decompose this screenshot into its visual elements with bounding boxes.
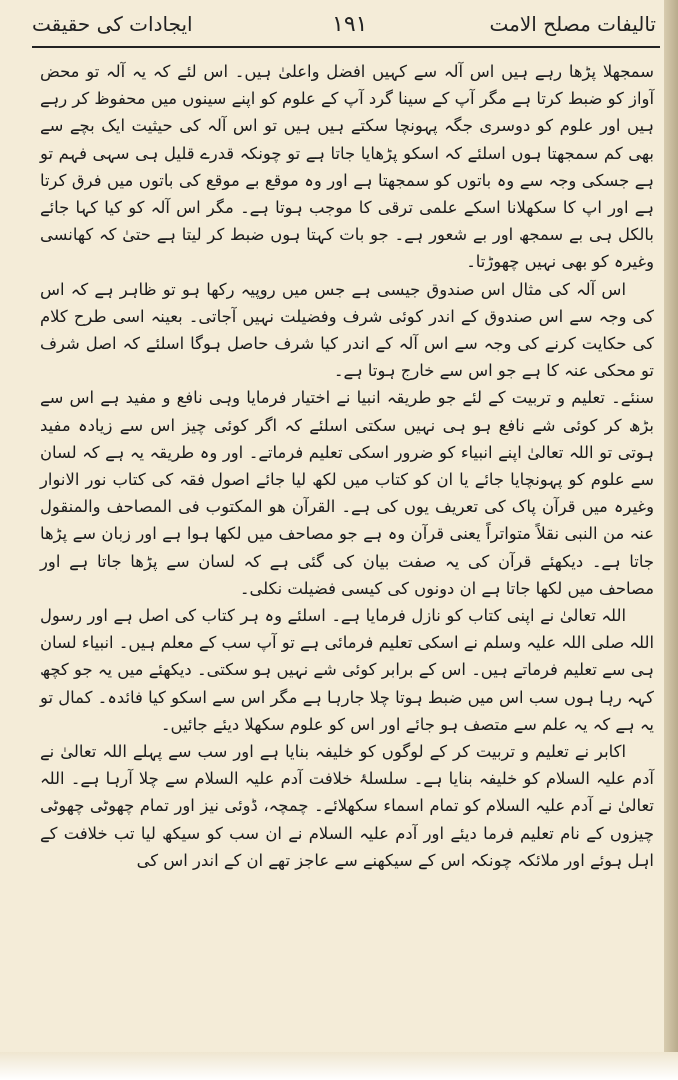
header-divider xyxy=(32,46,660,48)
paragraph: سمجھلا پڑھا رہے ہیں اس آلہ سے کہیں افضل واعلیٰ ہیں۔ اس لئے کہ یہ آلہ تو محض آواز کو ضبط کرتا ہے مگر آپ کے سینا گرد آپ کے علوم کو اپنے سینوں میں محفوظ کر رہے ہیں اور علوم کو دوسری جگہ پہونچا سکتے ہیں ہیں تو اس آلہ کی حیثیت ایک بچے سے بھی کم سمجھتا ہوں اسلئے کہ اسکو پڑھایا جاتا ہے تو چونکہ قدرے قلیل ہی سہی فہم تو ہے جسکی وجہ سے وہ باتوں کو سمجھتا ہے اور وہ موقع بے موقع کی باتوں میں فرق کرتا ہے اور اپ کا سکھلانا اسکے علمی ترقی کا موجب ہوتا ہے۔ مگر اس آلہ کو کیا کہا جائے بالکل ہی بے سمجھ اور بے شعور ہے۔ جو بات کہتا ہوں ضبط کر لیتا ہے حتیٰ کہ کھانسی وغیرہ کو بھی نہیں چھوڑتا۔ xyxy=(40,62,654,272)
page-header xyxy=(32,6,664,46)
chapter-title: ایجادات کی حقیقت xyxy=(32,12,193,36)
paragraph: اللہ تعالیٰ نے اپنی کتاب کو نازل فرمایا ہے۔ اسلئے وہ ہر کتاب کی اصل ہے اور رسول اللہ صلی اللہ علیہ وسلم نے اسکی تعلیم فرمائی ہے تو آپ سب کے معلم ہیں۔ انبیاء لسان ہی سے تعلیم فرماتے ہیں۔ اس کے برابر کوئی شے نہیں ہو سکتی۔ دیکھئے میں یہ جو کچھ کہہ رہا ہوں سب اس میں ضبط ہوتا چلا جارہا ہے مگر اس سے اسکو کیا فائدہ۔ کمال تو یہ ہے کہ یہ علم سے متصف ہو جائے اور اس کو علوم سکھلا دیئے جائیں۔ xyxy=(40,606,654,734)
paragraph: سنئے۔ تعلیم و تربیت کے لئے جو طریقہ انبیا نے اختیار فرمایا وہی نافع و مفید ہے اس سے بڑھ کر کوئی شے نافع ہو ہی نہیں سکتی اسلئے کہ اگر کوئی چیز اس سے زیادہ مفید ہوتی تو اللہ تعالیٰ اپنے انبیاء کو ضرور اسکی تعلیم فرماتے۔ اور وہ طریقہ یہ ہے کہ لسان سے علوم کو پہونچایا جائے یا ان کو کتاب میں لکھ لیا جائے اصول فقہ کی کتاب نور الانوار وغیرہ میں قرآن پاک کی تعریف یوں کی ہے۔ القرآن ھو المکتوب فی المصاحف والمنقول عنہ من النبی نقلاً متواتراً یعنی قرآن وہ ہے جو مصاحف میں لکھا ہوا ہے اور زبان سے پڑھا جاتا ہے۔ دیکھئے قرآن کی یہ صفت بیان کی گئی ہے کہ لسان سے پڑھا جاتا ہے اور مصاحف میں لکھا جاتا ہے ان دونوں کی کیسی فضیلت نکلی۔ xyxy=(40,388,654,598)
page-bottom-margin xyxy=(0,1052,678,1080)
paragraph: اس آلہ کی مثال اس صندوق جیسی ہے جس میں روپیہ رکھا ہو تو ظاہر ہے کہ اس کی وجہ سے اس صندوق کے اندر کوئی شرف وفضیلت نہیں آجاتی۔ بعینہ اسی طرح کلام کی حکایت کرنے کی وجہ سے اس آلہ کے اندر کیا شرف حاصل ہوگا اسلئے کہ اصل شرف تو محکی عنہ کا ہے جو اس سے خارج ہوتا ہے۔ xyxy=(40,279,654,381)
body-text xyxy=(40,58,654,874)
page-number: ۱۹۱ xyxy=(332,12,368,37)
book-title: تالیفات مصلح الامت xyxy=(489,12,656,36)
paragraph: اکابر نے تعلیم و تربیت کر کے لوگوں کو خلیفہ بنایا ہے اور سب سے پہلے اللہ تعالیٰ نے آدم علیہ السلام کو خلیفہ بنایا ہے۔ سلسلۂ خلافت آدم علیہ السلام سے چلا آرہا ہے۔ اللہ تعالیٰ نے آدم علیہ السلام کو تمام اسماء سکھلائے۔ چمچہ، ڈوئی نیز اور تمام چھوٹی چھوٹی چیزوں کے نام تعلیم فرما دیئے اور آدم علیہ السلام نے ان سب کو سیکھ لیا تب خلافت کے اہل ہوئے اور ملائکہ چونکہ اس کے سیکھنے سے عاجز تھے ان کے اندر اس کی xyxy=(40,742,654,870)
page-edge-shadow xyxy=(664,0,678,1080)
